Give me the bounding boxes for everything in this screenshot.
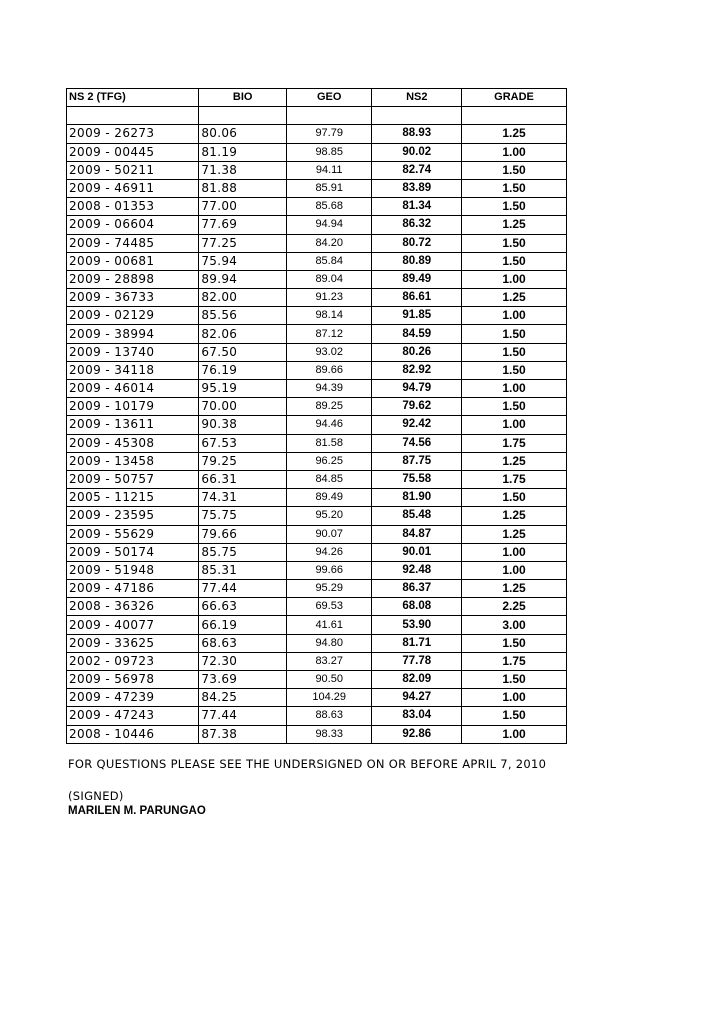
grade-cell: 1.00 (462, 561, 567, 579)
geo-score-cell: 89.25 (286, 398, 372, 416)
student-number-cell: 2009 - 51948 (67, 561, 199, 579)
table-row (67, 561, 567, 579)
table-row (67, 507, 567, 525)
ns2-score-cell: 53.90 (372, 616, 462, 634)
table-row (67, 307, 567, 325)
grade-cell: 1.25 (462, 507, 567, 525)
bio-score-cell: 87.38 (199, 725, 287, 743)
ns2-score-cell: 91.85 (372, 307, 462, 325)
bio-score-cell: 85.56 (199, 307, 287, 325)
student-number-cell: 2002 - 09723 (67, 652, 199, 670)
geo-score-cell: 69.53 (286, 598, 372, 616)
bio-score-cell: 80.06 (199, 125, 287, 143)
grade-cell: 1.50 (462, 198, 567, 216)
bio-score-cell: 85.75 (199, 543, 287, 561)
geo-score-cell: 97.79 (286, 125, 372, 143)
geo-score-cell: 87.12 (286, 325, 372, 343)
grade-cell: 1.25 (462, 525, 567, 543)
grade-cell: 1.50 (462, 234, 567, 252)
bio-score-cell: 66.19 (199, 616, 287, 634)
geo-score-cell: 85.91 (286, 179, 372, 197)
bio-score-cell: 68.63 (199, 634, 287, 652)
table-row (67, 489, 567, 507)
ns2-score-cell: 92.42 (372, 416, 462, 434)
geo-score-cell: 98.85 (286, 143, 372, 161)
grade-cell: 1.25 (462, 452, 567, 470)
geo-score-cell: 96.25 (286, 452, 372, 470)
grade-cell: 1.50 (462, 707, 567, 725)
ns2-score-cell: 92.86 (372, 725, 462, 743)
grade-cell: 1.50 (462, 325, 567, 343)
ns2-score-cell: 80.26 (372, 343, 462, 361)
ns2-score-cell: 80.72 (372, 234, 462, 252)
grade-cell: 1.00 (462, 270, 567, 288)
ns2-score-cell: 82.74 (372, 161, 462, 179)
geo-score-cell: 98.14 (286, 307, 372, 325)
grade-cell: 1.50 (462, 343, 567, 361)
ns2-score-cell: 84.59 (372, 325, 462, 343)
geo-score-cell: 41.61 (286, 616, 372, 634)
table-row (67, 452, 567, 470)
bio-score-cell: 77.69 (199, 216, 287, 234)
bio-score-cell: 77.25 (199, 234, 287, 252)
table-row (67, 380, 567, 398)
signed-label: (SIGNED) (68, 789, 124, 803)
ns2-score-cell: 86.61 (372, 289, 462, 307)
student-number-cell: 2009 - 00681 (67, 252, 199, 270)
student-number-cell: 2009 - 56978 (67, 671, 199, 689)
bio-score-cell: 95.19 (199, 380, 287, 398)
grade-cell: 1.50 (462, 489, 567, 507)
table-row (67, 671, 567, 689)
student-number-cell: 2009 - 34118 (67, 361, 199, 379)
ns2-score-cell: 82.09 (372, 671, 462, 689)
grade-cell: 1.50 (462, 634, 567, 652)
student-number-cell: 2009 - 36733 (67, 289, 199, 307)
ns2-score-cell: 90.02 (372, 143, 462, 161)
header-ns2: NS2 (372, 89, 462, 107)
geo-score-cell: 91.23 (286, 289, 372, 307)
header-student-number: NS 2 (TFG) (67, 89, 199, 107)
geo-score-cell: 89.66 (286, 361, 372, 379)
ns2-score-cell: 80.89 (372, 252, 462, 270)
table-row (67, 598, 567, 616)
geo-score-cell: 95.20 (286, 507, 372, 525)
header-bio: BIO (199, 89, 287, 107)
student-number-cell: 2009 - 47243 (67, 707, 199, 725)
geo-score-cell: 94.46 (286, 416, 372, 434)
bio-score-cell: 79.25 (199, 452, 287, 470)
ns2-score-cell: 88.93 (372, 125, 462, 143)
header-grade: GRADE (462, 89, 567, 107)
ns2-score-cell: 75.58 (372, 470, 462, 488)
geo-score-cell: 94.80 (286, 634, 372, 652)
table-row (67, 689, 567, 707)
geo-score-cell: 93.02 (286, 343, 372, 361)
bio-score-cell: 70.00 (199, 398, 287, 416)
bio-score-cell: 66.31 (199, 470, 287, 488)
ns2-score-cell: 81.71 (372, 634, 462, 652)
student-number-cell: 2009 - 45308 (67, 434, 199, 452)
grade-cell: 1.00 (462, 416, 567, 434)
student-number-cell: 2009 - 33625 (67, 634, 199, 652)
bio-score-cell: 67.50 (199, 343, 287, 361)
ns2-score-cell: 86.37 (372, 580, 462, 598)
ns2-score-cell: 89.49 (372, 270, 462, 288)
student-number-cell: 2009 - 50211 (67, 161, 199, 179)
student-number-cell: 2005 - 11215 (67, 489, 199, 507)
grade-cell: 1.00 (462, 725, 567, 743)
bio-score-cell: 72.30 (199, 652, 287, 670)
bio-score-cell: 81.88 (199, 179, 287, 197)
table-row (67, 252, 567, 270)
geo-score-cell: 88.63 (286, 707, 372, 725)
ns2-score-cell: 82.92 (372, 361, 462, 379)
ns2-score-cell: 90.01 (372, 543, 462, 561)
geo-score-cell: 90.07 (286, 525, 372, 543)
questions-note: FOR QUESTIONS PLEASE SEE THE UNDERSIGNED ON OR BEFORE APRIL 7, 2010 (68, 757, 547, 771)
ns2-score-cell: 94.27 (372, 689, 462, 707)
ns2-score-cell: 94.79 (372, 380, 462, 398)
table-row (67, 361, 567, 379)
ns2-score-cell: 74.56 (372, 434, 462, 452)
student-number-cell: 2009 - 13611 (67, 416, 199, 434)
bio-score-cell: 77.44 (199, 580, 287, 598)
ns2-score-cell: 85.48 (372, 507, 462, 525)
geo-score-cell: 90.50 (286, 671, 372, 689)
ns2-score-cell: 84.87 (372, 525, 462, 543)
ns2-score-cell: 81.90 (372, 489, 462, 507)
student-number-cell: 2009 - 46014 (67, 380, 199, 398)
bio-score-cell: 77.00 (199, 198, 287, 216)
table-row (67, 198, 567, 216)
student-number-cell: 2009 - 13740 (67, 343, 199, 361)
bio-score-cell: 66.63 (199, 598, 287, 616)
geo-score-cell: 85.68 (286, 198, 372, 216)
table-row (67, 270, 567, 288)
grade-cell: 1.00 (462, 143, 567, 161)
grade-cell: 1.75 (462, 652, 567, 670)
geo-score-cell: 85.84 (286, 252, 372, 270)
table-row (67, 470, 567, 488)
student-number-cell: 2009 - 10179 (67, 398, 199, 416)
bio-score-cell: 73.69 (199, 671, 287, 689)
student-number-cell: 2009 - 74485 (67, 234, 199, 252)
student-number-cell: 2009 - 23595 (67, 507, 199, 525)
student-number-cell: 2009 - 55629 (67, 525, 199, 543)
bio-score-cell: 84.25 (199, 689, 287, 707)
student-number-cell: 2008 - 01353 (67, 198, 199, 216)
grade-cell: 1.00 (462, 543, 567, 561)
bio-score-cell: 82.00 (199, 289, 287, 307)
ns2-score-cell: 79.62 (372, 398, 462, 416)
geo-score-cell: 84.85 (286, 470, 372, 488)
student-number-cell: 2008 - 10446 (67, 725, 199, 743)
grade-cell: 1.75 (462, 434, 567, 452)
bio-score-cell: 89.94 (199, 270, 287, 288)
student-number-cell: 2009 - 02129 (67, 307, 199, 325)
table-row (67, 216, 567, 234)
grade-cell: 3.00 (462, 616, 567, 634)
table-row (67, 179, 567, 197)
bio-score-cell: 67.53 (199, 434, 287, 452)
bio-score-cell: 81.19 (199, 143, 287, 161)
grade-cell: 1.00 (462, 307, 567, 325)
student-number-cell: 2009 - 28898 (67, 270, 199, 288)
table-row (67, 634, 567, 652)
bio-score-cell: 74.31 (199, 489, 287, 507)
grade-cell: 1.75 (462, 470, 567, 488)
table-row (67, 525, 567, 543)
table-row (67, 580, 567, 598)
bio-score-cell: 90.38 (199, 416, 287, 434)
student-number-cell: 2009 - 00445 (67, 143, 199, 161)
ns2-score-cell: 83.04 (372, 707, 462, 725)
bio-score-cell: 79.66 (199, 525, 287, 543)
grades-table (66, 88, 567, 744)
ns2-score-cell: 92.48 (372, 561, 462, 579)
student-number-cell: 2009 - 47239 (67, 689, 199, 707)
table-spacer-row (67, 107, 567, 125)
student-number-cell: 2009 - 26273 (67, 125, 199, 143)
grade-cell: 1.50 (462, 161, 567, 179)
geo-score-cell: 104.29 (286, 689, 372, 707)
header-geo: GEO (286, 89, 372, 107)
table-body (67, 125, 567, 743)
student-number-cell: 2009 - 38994 (67, 325, 199, 343)
grade-cell: 1.25 (462, 289, 567, 307)
geo-score-cell: 98.33 (286, 725, 372, 743)
bio-score-cell: 77.44 (199, 707, 287, 725)
grade-cell: 1.00 (462, 689, 567, 707)
grade-cell: 1.00 (462, 380, 567, 398)
table-row (67, 652, 567, 670)
bio-score-cell: 71.38 (199, 161, 287, 179)
table-row (67, 543, 567, 561)
student-number-cell: 2009 - 50174 (67, 543, 199, 561)
student-number-cell: 2009 - 47186 (67, 580, 199, 598)
student-number-cell: 2008 - 36326 (67, 598, 199, 616)
bio-score-cell: 75.94 (199, 252, 287, 270)
bio-score-cell: 75.75 (199, 507, 287, 525)
table-row (67, 434, 567, 452)
table-row (67, 616, 567, 634)
geo-score-cell: 99.66 (286, 561, 372, 579)
grade-cell: 1.25 (462, 125, 567, 143)
table-row (67, 143, 567, 161)
student-number-cell: 2009 - 50757 (67, 470, 199, 488)
student-number-cell: 2009 - 13458 (67, 452, 199, 470)
bio-score-cell: 76.19 (199, 361, 287, 379)
student-number-cell: 2009 - 40077 (67, 616, 199, 634)
table-row (67, 234, 567, 252)
grade-cell: 2.25 (462, 598, 567, 616)
ns2-score-cell: 81.34 (372, 198, 462, 216)
bio-score-cell: 85.31 (199, 561, 287, 579)
geo-score-cell: 84.20 (286, 234, 372, 252)
geo-score-cell: 89.49 (286, 489, 372, 507)
table-row (67, 398, 567, 416)
grade-cell: 1.50 (462, 398, 567, 416)
geo-score-cell: 94.94 (286, 216, 372, 234)
geo-score-cell: 94.26 (286, 543, 372, 561)
table-row (67, 161, 567, 179)
geo-score-cell: 89.04 (286, 270, 372, 288)
grade-cell: 1.25 (462, 216, 567, 234)
table-row (67, 343, 567, 361)
ns2-score-cell: 83.89 (372, 179, 462, 197)
grade-cell: 1.50 (462, 361, 567, 379)
geo-score-cell: 94.39 (286, 380, 372, 398)
grade-cell: 1.50 (462, 252, 567, 270)
bio-score-cell: 82.06 (199, 325, 287, 343)
table-row (67, 416, 567, 434)
grade-cell: 1.50 (462, 671, 567, 689)
grade-cell: 1.50 (462, 179, 567, 197)
table-row (67, 725, 567, 743)
grade-cell: 1.25 (462, 580, 567, 598)
table-header-row (67, 89, 567, 107)
ns2-score-cell: 86.32 (372, 216, 462, 234)
student-number-cell: 2009 - 06604 (67, 216, 199, 234)
ns2-score-cell: 68.08 (372, 598, 462, 616)
table-row (67, 289, 567, 307)
geo-score-cell: 94.11 (286, 161, 372, 179)
geo-score-cell: 83.27 (286, 652, 372, 670)
table-row (67, 707, 567, 725)
signer-name: MARILEN M. PARUNGAO (68, 805, 206, 817)
geo-score-cell: 95.29 (286, 580, 372, 598)
ns2-score-cell: 77.78 (372, 652, 462, 670)
ns2-score-cell: 87.75 (372, 452, 462, 470)
table-row (67, 125, 567, 143)
geo-score-cell: 81.58 (286, 434, 372, 452)
table-row (67, 325, 567, 343)
student-number-cell: 2009 - 46911 (67, 179, 199, 197)
